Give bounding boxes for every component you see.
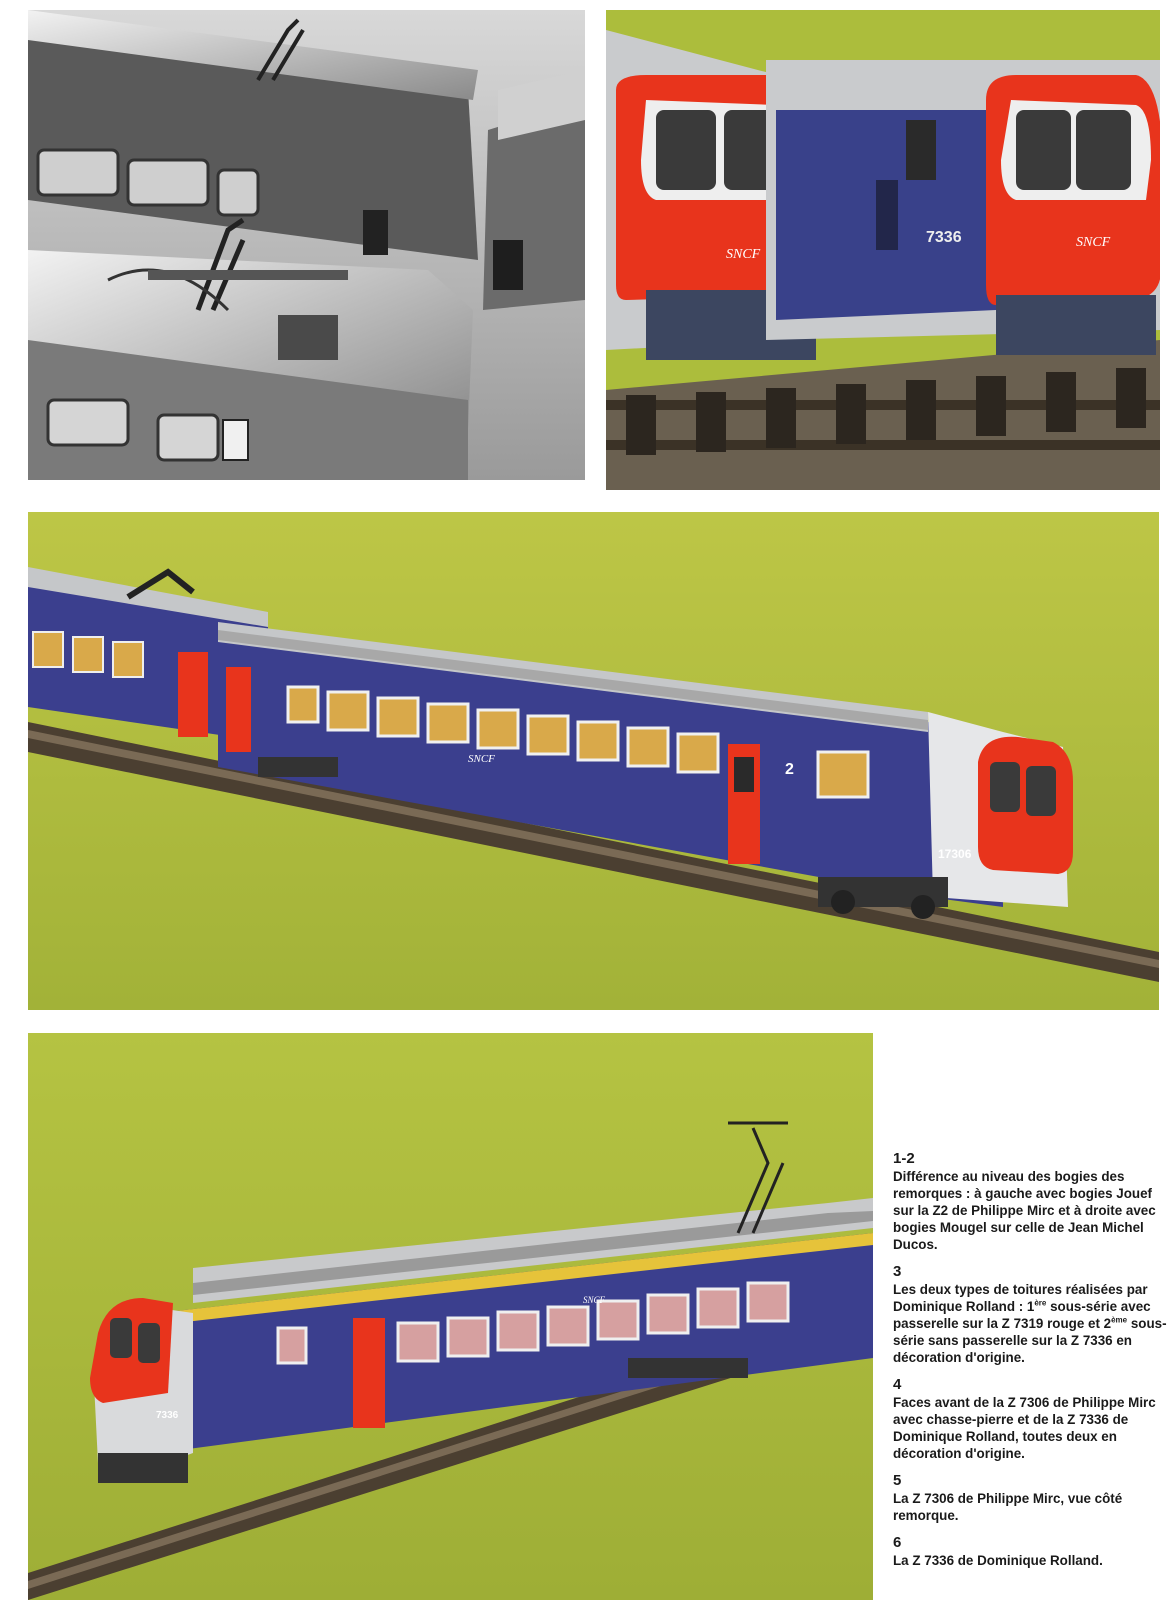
photo-roof-comparison-bw: [28, 10, 585, 480]
photo-label-class-2: 2: [785, 761, 794, 778]
photo-label-sncf-left: SNCF: [726, 247, 761, 262]
caption-4: [893, 1376, 1168, 1462]
caption-6: [893, 1534, 1168, 1569]
caption-superscript: ème: [1111, 1315, 1128, 1325]
photo-captions: [893, 1150, 1168, 1579]
caption-text-part: sous-série avec passerelle sur la Z 7319 rouge et 2: [893, 1299, 1151, 1331]
caption-1-2: [893, 1150, 1168, 1253]
caption-number: 6: [893, 1534, 902, 1551]
photo-label-sncf-side: SNCF: [468, 753, 495, 765]
caption-text: Différence au niveau des bogies des remorques : à gauche avec bogies Jouef sur la Z2 de Philippe Mirc et à droite avec bogies Mougel sur celle de Jean Michel Ducos.: [893, 1169, 1156, 1252]
photo-label-sncf-angled: SNCF: [583, 1295, 606, 1305]
caption-text-part: Les deux types de toitures réalisées par Dominique Rolland : 1: [893, 1282, 1148, 1314]
caption-number: 3: [893, 1263, 902, 1280]
caption-number: 5: [893, 1472, 902, 1489]
photo-front-faces: [606, 10, 1160, 490]
caption-number: 4: [893, 1376, 902, 1393]
caption-5: [893, 1472, 1168, 1524]
caption-text-part: sous-série sans passerelle sur la Z 7336 en décoration d'origine.: [893, 1316, 1167, 1365]
photo-label-7336: 7336: [926, 229, 962, 246]
photo-label-sncf-right: SNCF: [1076, 235, 1111, 250]
caption-text: La Z 7336 de Dominique Rolland.: [893, 1553, 1103, 1568]
photo-z7306-side-view: [28, 512, 1159, 1010]
caption-number: 1-2: [893, 1150, 915, 1167]
caption-text: [893, 1281, 1168, 1366]
caption-text: La Z 7306 de Philippe Mirc, vue côté remorque.: [893, 1491, 1123, 1523]
caption-text: Faces avant de la Z 7306 de Philippe Mirc avec chasse-pierre et de la Z 7336 de Dominique Rolland, toutes deux en décoration d'origine.: [893, 1395, 1156, 1461]
photo-label-17306: 17306: [938, 847, 972, 861]
photo-z7336-angled-view: [28, 1033, 873, 1600]
caption-superscript: ère: [1034, 1298, 1047, 1308]
photo-label-7336-angled: 7336: [156, 1410, 179, 1421]
caption-3: [893, 1263, 1168, 1366]
